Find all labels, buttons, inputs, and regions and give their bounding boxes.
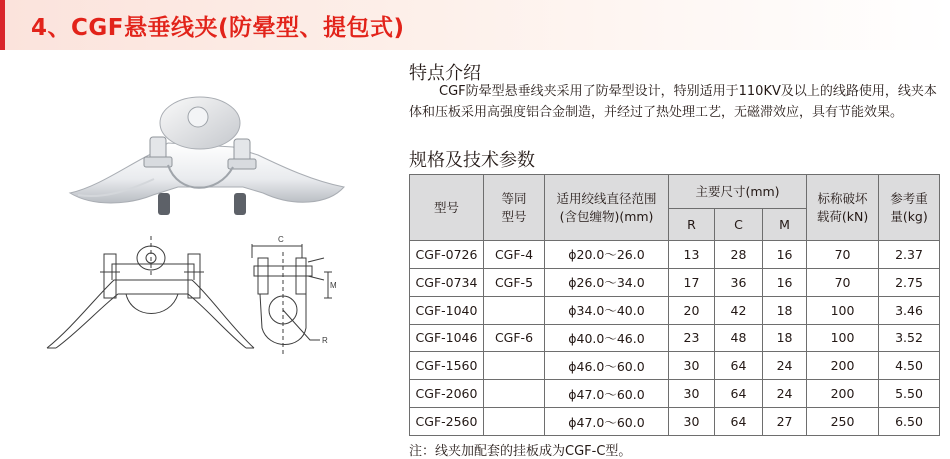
cell-equivalent xyxy=(484,408,545,436)
cell-weight: 2.37 xyxy=(879,241,940,269)
cell-diameter: ϕ26.0～34.0 xyxy=(545,268,669,296)
cell-equivalent: CGF-4 xyxy=(484,241,545,269)
dim-label-r: R xyxy=(322,336,328,345)
cell-weight: 4.50 xyxy=(879,352,940,380)
cell-model: CGF-1040 xyxy=(410,296,484,324)
cell-c: 42 xyxy=(715,296,763,324)
cell-r: 20 xyxy=(669,296,715,324)
cell-weight: 3.52 xyxy=(879,324,940,352)
cell-equivalent xyxy=(484,352,545,380)
cell-diameter: ϕ47.0～60.0 xyxy=(545,380,669,408)
header-dimensions: 主要尺寸(mm) xyxy=(669,175,807,209)
cell-r: 30 xyxy=(669,380,715,408)
clamp-side-drawing xyxy=(240,232,350,360)
cell-c: 28 xyxy=(715,241,763,269)
title-banner xyxy=(0,0,950,50)
cell-equivalent xyxy=(484,380,545,408)
table-row xyxy=(410,324,940,352)
cell-load: 200 xyxy=(807,352,879,380)
specs-heading: 规格及技术参数 xyxy=(409,150,535,171)
header-r: R xyxy=(669,209,715,241)
header-equivalent: 等同型号 xyxy=(484,175,545,241)
cell-m: 24 xyxy=(763,352,807,380)
header-m: M xyxy=(763,209,807,241)
cell-weight: 3.46 xyxy=(879,296,940,324)
cell-equivalent: CGF-6 xyxy=(484,324,545,352)
cell-weight: 2.75 xyxy=(879,268,940,296)
cell-model: CGF-1046 xyxy=(410,324,484,352)
cell-m: 24 xyxy=(763,380,807,408)
cell-c: 36 xyxy=(715,268,763,296)
header-weight: 参考重量(kg) xyxy=(879,175,940,241)
cell-model: CGF-0734 xyxy=(410,268,484,296)
table-row xyxy=(410,296,940,324)
cell-c: 64 xyxy=(715,380,763,408)
header-diameter: 适用绞线直径范围(含包缠物)(mm) xyxy=(545,175,669,241)
table-row xyxy=(410,241,940,269)
header-breaking-load: 标称破坏载荷(kN) xyxy=(807,175,879,241)
cell-m: 27 xyxy=(763,408,807,436)
cell-r: 30 xyxy=(669,408,715,436)
cell-load: 70 xyxy=(807,241,879,269)
clamp-front-drawing xyxy=(42,236,257,356)
cell-c: 48 xyxy=(715,324,763,352)
cell-weight: 5.50 xyxy=(879,380,940,408)
cell-r: 23 xyxy=(669,324,715,352)
cell-diameter: ϕ34.0～40.0 xyxy=(545,296,669,324)
header-c: C xyxy=(715,209,763,241)
page-title: 4、CGF悬垂线夹(防晕型、提包式) xyxy=(31,15,405,41)
spec-table xyxy=(409,174,940,436)
cell-diameter: ϕ46.0～60.0 xyxy=(545,352,669,380)
table-row xyxy=(410,352,940,380)
cell-r: 13 xyxy=(669,241,715,269)
cell-equivalent: CGF-5 xyxy=(484,268,545,296)
cell-model: CGF-2060 xyxy=(410,380,484,408)
cell-m: 16 xyxy=(763,241,807,269)
cell-r: 30 xyxy=(669,352,715,380)
header-model: 型号 xyxy=(410,175,484,241)
table-row xyxy=(410,268,940,296)
table-row xyxy=(410,380,940,408)
cell-m: 18 xyxy=(763,296,807,324)
dim-label-c: C xyxy=(278,235,284,244)
features-heading: 特点介绍 xyxy=(409,63,481,84)
cell-c: 64 xyxy=(715,352,763,380)
cell-model: CGF-2560 xyxy=(410,408,484,436)
cell-m: 18 xyxy=(763,324,807,352)
cell-model: CGF-1560 xyxy=(410,352,484,380)
cell-equivalent xyxy=(484,296,545,324)
footnote: 注：线夹加配套的挂板成为CGF-C型。 xyxy=(409,444,632,459)
cell-load: 200 xyxy=(807,380,879,408)
cell-load: 100 xyxy=(807,324,879,352)
cell-m: 16 xyxy=(763,268,807,296)
cell-weight: 6.50 xyxy=(879,408,940,436)
features-text: CGF防晕型悬垂线夹采用了防晕型设计，特别适用于110KV及以上的线路使用，线夹本体和压板采用高强度铝合金制造，并经过了热处理工艺，无磁滞效应，具有节能效果。 xyxy=(409,84,937,120)
cell-load: 100 xyxy=(807,296,879,324)
cell-load: 70 xyxy=(807,268,879,296)
clamp-product-photo xyxy=(58,95,348,230)
cell-diameter: ϕ20.0～26.0 xyxy=(545,241,669,269)
cell-model: CGF-0726 xyxy=(410,241,484,269)
cell-load: 250 xyxy=(807,408,879,436)
cell-c: 64 xyxy=(715,408,763,436)
cell-diameter: ϕ40.0～46.0 xyxy=(545,324,669,352)
cell-r: 17 xyxy=(669,268,715,296)
cell-diameter: ϕ47.0～60.0 xyxy=(545,408,669,436)
dim-label-m: M xyxy=(330,281,337,290)
table-row xyxy=(410,408,940,436)
